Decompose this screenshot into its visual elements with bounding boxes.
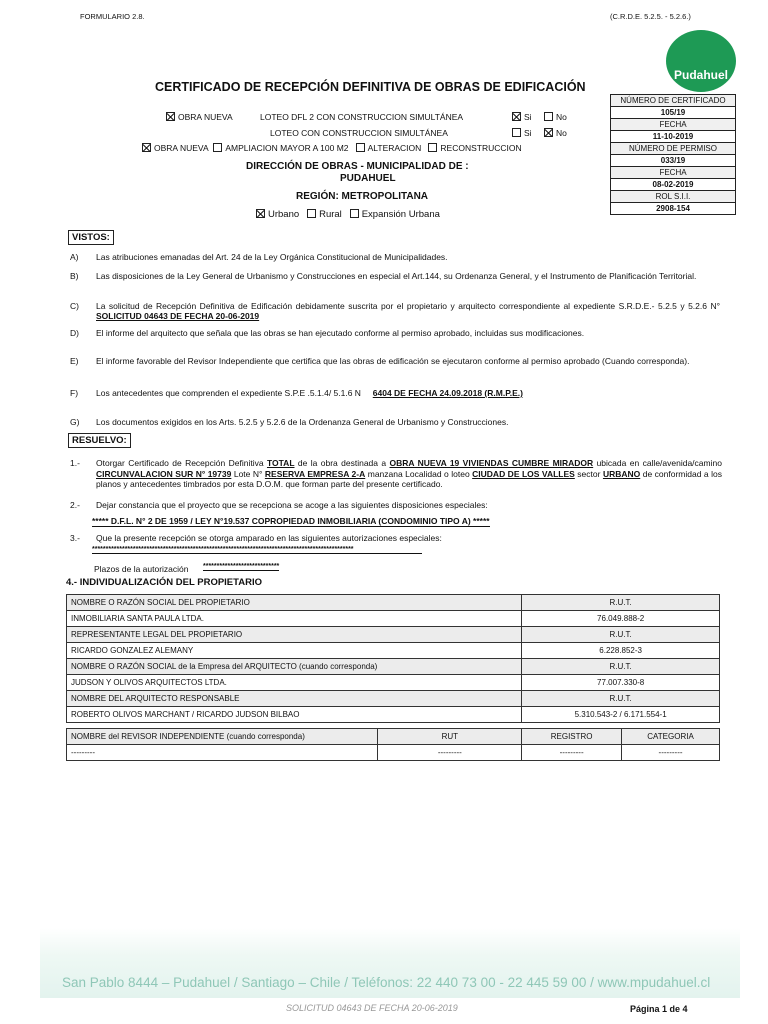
checkbox-empty-icon bbox=[213, 143, 222, 152]
visto-b: B) Las disposiciones de la Ley General de Urbanismo y Construcciones en especial el Art.144, su Ordenanza General, y el Instrumento de Planificación Territorial. bbox=[70, 271, 697, 281]
cert-label: NÚMERO DE PERMISO bbox=[611, 143, 736, 155]
checkbox-empty-icon bbox=[307, 209, 316, 218]
sim-no: No bbox=[544, 128, 567, 138]
section4-title: 4.- INDIVIDUALIZACIÓN DEL PROPIETARIO bbox=[66, 577, 262, 588]
logo-text: Pudahuel bbox=[673, 68, 728, 82]
checkbox-empty-icon bbox=[350, 209, 359, 218]
page-number: Página 1 de 4 bbox=[630, 1004, 688, 1014]
resuelvo-1: 1.- Otorgar Certificado de Recepción Definitiva TOTAL de la obra destinada a OBRA NUEVA 19 VIVIENDAS CUMBRE MIRADOR ubicada en calle/avenida/camino CIRCUNVALACION SUR N° 19739 Lote N° RESERVA EMPRESA 2-A manzana Localidad o loteo CIUDAD DE LOS VALLES sector URBANO de conformidad a los planos y antecedentes timbrados por esta D.O.M. que forman parte del presente certificado. bbox=[70, 458, 722, 489]
form-code: (C.R.D.E. 5.2.5. - 5.2.6.) bbox=[610, 12, 691, 21]
permit-number: 033/19 bbox=[611, 155, 736, 167]
table-row bbox=[67, 707, 720, 723]
table-row: NOMBRE O RAZÓN SOCIAL DEL PROPIETARIO R.U.T. bbox=[67, 595, 720, 611]
table-row bbox=[67, 643, 720, 659]
owner-rut: 76.049.888-2 bbox=[522, 611, 720, 627]
visto-c: C) La solicitud de Recepción Definitiva de Edificación debidamente suscrita por el propietario y arquitecto correspondiente al expediente S.R.D.E.- 5.2.5 y 5.2.6 N° SOLICITUD 04643 DE FECHA 20-06-2019 bbox=[70, 301, 720, 321]
opt-row-tipo: OBRA NUEVA AMPLIACION MAYOR A 100 M2 ALTERACION RECONSTRUCCION bbox=[142, 143, 522, 153]
certificate-table bbox=[610, 94, 736, 215]
checkbox-empty-icon bbox=[512, 128, 521, 137]
owner-table bbox=[66, 594, 720, 723]
permit-date: 08-02-2019 bbox=[611, 179, 736, 191]
cert-date: 11-10-2019 bbox=[611, 131, 736, 143]
checkbox-checked-icon bbox=[512, 112, 521, 121]
vistos-label: VISTOS: bbox=[68, 230, 114, 245]
disposiciones-especiales: ***** D.F.L. N° 2 DE 1959 / LEY N°19.537 COPROPIEDAD INMOBILIARIA (CONDOMINIO TIPO A) ***** bbox=[92, 516, 490, 526]
opt-loteo-sim: LOTEO CON CONSTRUCCION SIMULTÁNEA bbox=[270, 128, 448, 138]
opt-obra-nueva-1: OBRA NUEVA bbox=[166, 112, 233, 122]
plazos-value: **************************** bbox=[203, 563, 280, 570]
cert-number: 105/19 bbox=[611, 107, 736, 119]
footer-address: San Pablo 8444 – Pudahuel / Santiago – Chile / Teléfonos: 22 440 73 00 - 22 445 59 00 / www.mpudahuel.cl bbox=[62, 975, 711, 990]
checkbox-checked-icon bbox=[256, 209, 265, 218]
table-row bbox=[67, 675, 720, 691]
checkbox-checked-icon bbox=[544, 128, 553, 137]
architect-firm-rut: 77.007.330-8 bbox=[522, 675, 720, 691]
footer-solicitud: SOLICITUD 04643 DE FECHA 20-06-2019 bbox=[286, 1003, 458, 1013]
visto-e: E) El informe favorable del Revisor Independiente que certifica que las obras de edificación se ejecutaron conforme al permiso aprobado (Cuando corresponda). bbox=[70, 356, 690, 366]
direccion-label: DIRECCIÓN DE OBRAS - MUNICIPALIDAD DE : bbox=[246, 161, 469, 172]
solicitud-ref: SOLICITUD 04643 DE FECHA 20-06-2019 bbox=[96, 311, 260, 321]
table-row: NOMBRE DEL ARQUITECTO RESPONSABLE R.U.T. bbox=[67, 691, 720, 707]
pudahuel-logo bbox=[666, 30, 736, 92]
architect-name: ROBERTO OLIVOS MARCHANT / RICARDO JUDSON BILBAO bbox=[67, 707, 522, 723]
table-row: REPRESENTANTE LEGAL DEL PROPIETARIO R.U.T. bbox=[67, 627, 720, 643]
legal-rep-name: RICARDO GONZALEZ ALEMANY bbox=[67, 643, 522, 659]
cert-label: FECHA bbox=[611, 167, 736, 179]
cert-label: ROL S.I.I. bbox=[611, 191, 736, 203]
checkbox-empty-icon bbox=[356, 143, 365, 152]
cert-label: FECHA bbox=[611, 119, 736, 131]
cert-label: NÚMERO DE CERTIFICADO bbox=[611, 95, 736, 107]
municipio: PUDAHUEL bbox=[340, 173, 396, 184]
resuelvo-label: RESUELVO: bbox=[68, 433, 131, 448]
form-number: FORMULARIO 2.8. bbox=[80, 12, 145, 21]
architect-firm: JUDSON Y OLIVOS ARQUITECTOS LTDA. bbox=[67, 675, 522, 691]
checkbox-empty-icon bbox=[544, 112, 553, 121]
sim-si: Si bbox=[512, 128, 532, 138]
autorizaciones-especiales: ************************************************************************************************ bbox=[92, 546, 422, 554]
architect-rut: 5.310.543-2 / 6.171.554-1 bbox=[522, 707, 720, 723]
revisor-table bbox=[66, 728, 720, 761]
expediente-ref: 6404 DE FECHA 24.09.2018 (R.M.P.E.) bbox=[372, 388, 524, 398]
checkbox-checked-icon bbox=[142, 143, 151, 152]
rol-sii: 2908-154 bbox=[611, 203, 736, 215]
table-row: --------- --------- --------- --------- bbox=[67, 745, 720, 761]
checkbox-empty-icon bbox=[428, 143, 437, 152]
table-row bbox=[67, 611, 720, 627]
area-options: Urbano Rural Expansión Urbana bbox=[256, 209, 440, 220]
dfl2-no: No bbox=[544, 112, 567, 122]
dfl2-si: Si bbox=[512, 112, 532, 122]
owner-name: INMOBILIARIA SANTA PAULA LTDA. bbox=[67, 611, 522, 627]
plazos-label: Plazos de la autorización bbox=[94, 564, 189, 574]
checkbox-checked-icon bbox=[166, 112, 175, 121]
region: REGIÓN: METROPOLITANA bbox=[296, 191, 429, 202]
page-title: CERTIFICADO DE RECEPCIÓN DEFINITIVA DE OBRAS DE EDIFICACIÓN bbox=[155, 80, 586, 94]
legal-rep-rut: 6.228.852-3 bbox=[522, 643, 720, 659]
table-row: NOMBRE O RAZÓN SOCIAL de la Empresa del ARQUITECTO (cuando corresponda) R.U.T. bbox=[67, 659, 720, 675]
table-row: NOMBRE del REVISOR INDEPENDIENTE (cuando corresponda) RUT REGISTRO CATEGORIA bbox=[67, 729, 720, 745]
opt-loteo-dfl2: LOTEO DFL 2 CON CONSTRUCCION SIMULTÁNEA bbox=[260, 112, 464, 122]
